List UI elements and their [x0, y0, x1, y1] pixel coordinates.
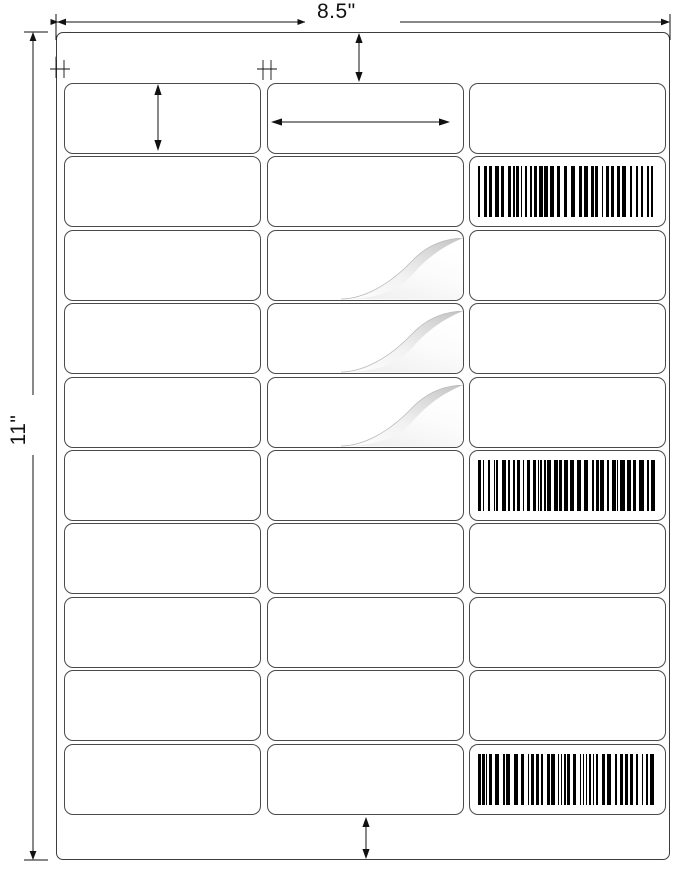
sheet-width-dimension: 8.5" — [317, 0, 356, 23]
barcode-graphic — [478, 460, 657, 511]
label-cell-r3c3[interactable] — [469, 230, 666, 301]
label-cell-r9c1[interactable] — [64, 670, 261, 741]
sheet-height-dimension: 11" — [7, 414, 30, 446]
label-cell-r1c3[interactable] — [469, 83, 666, 154]
label-cell-r1c2[interactable] — [267, 83, 464, 154]
peeling-corner-graphic — [337, 311, 463, 373]
label-cell-r1c1[interactable] — [64, 83, 261, 154]
label-cell-r2c1[interactable] — [64, 156, 261, 227]
label-cell-r5c1[interactable] — [64, 377, 261, 448]
label-cell-r4c1[interactable] — [64, 303, 261, 374]
label-cell-r10c1[interactable] — [64, 744, 261, 815]
label-cell-r10c3[interactable] — [469, 744, 666, 815]
label-cell-r8c1[interactable] — [64, 597, 261, 668]
label-cell-r4c2[interactable] — [267, 303, 464, 374]
barcode-graphic — [478, 754, 657, 805]
peeling-corner-graphic — [337, 238, 463, 300]
label-cell-r7c2[interactable] — [267, 523, 464, 594]
label-cell-r2c3[interactable] — [469, 156, 666, 227]
barcode-graphic — [478, 166, 657, 217]
label-cell-r5c3[interactable] — [469, 377, 666, 448]
label-cell-r8c2[interactable] — [267, 597, 464, 668]
label-grid — [64, 83, 664, 817]
label-cell-r6c1[interactable] — [64, 450, 261, 521]
peeling-corner-graphic — [337, 385, 463, 447]
label-cell-r10c2[interactable] — [267, 744, 464, 815]
label-cell-r3c1[interactable] — [64, 230, 261, 301]
label-cell-r7c3[interactable] — [469, 523, 666, 594]
label-cell-r9c2[interactable] — [267, 670, 464, 741]
label-cell-r6c2[interactable] — [267, 450, 464, 521]
label-cell-r2c2[interactable] — [267, 156, 464, 227]
label-cell-r7c1[interactable] — [64, 523, 261, 594]
label-cell-r4c3[interactable] — [469, 303, 666, 374]
label-cell-r6c3[interactable] — [469, 450, 666, 521]
label-cell-r9c3[interactable] — [469, 670, 666, 741]
label-cell-r3c2[interactable] — [267, 230, 464, 301]
label-cell-r5c2[interactable] — [267, 377, 464, 448]
label-cell-r8c3[interactable] — [469, 597, 666, 668]
